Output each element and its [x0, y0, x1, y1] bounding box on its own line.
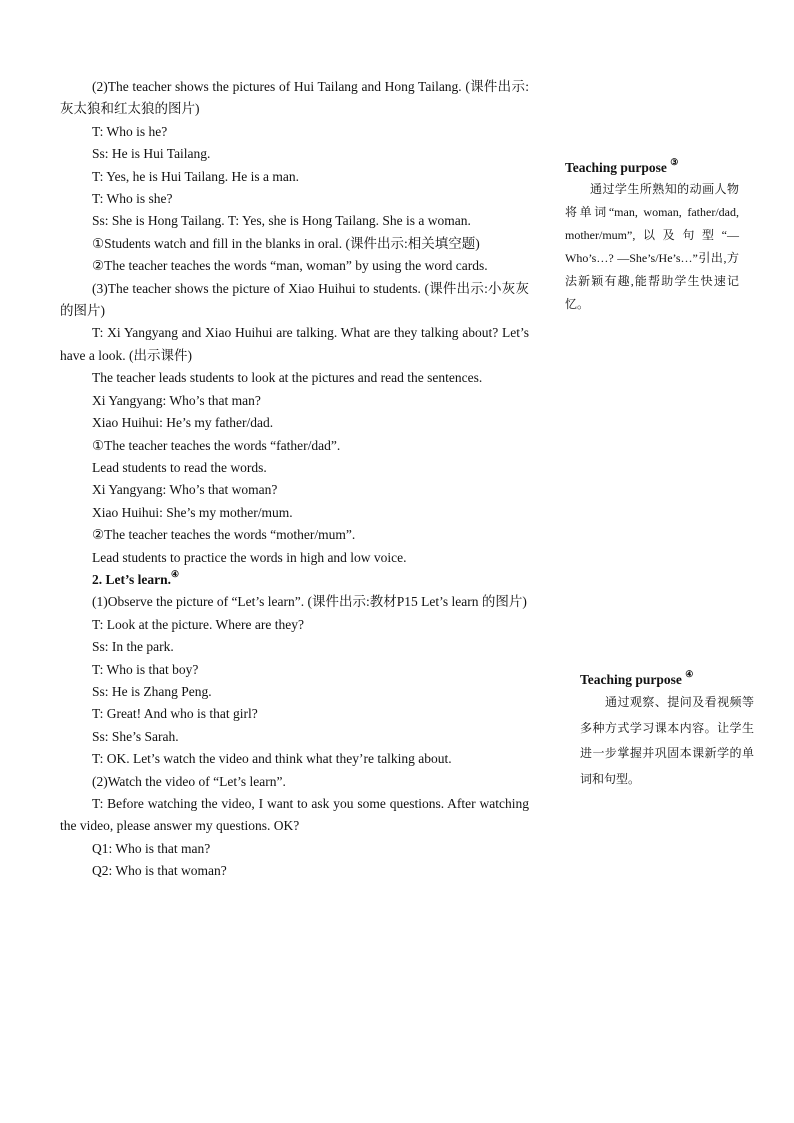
note-body: 通过学生所熟知的动画人物将单词“man, woman, father/dad, mother/mum”,以及句型“—Who’s…? —She’s/He’s…”引出,方法新颖有趣,能帮助学生快速记忆。 [565, 182, 739, 311]
text-line: Lead students to read the words. [92, 459, 267, 475]
text-line: T: Yes, he is Hui Tailang. He is a man. [92, 168, 299, 184]
text-line: Ss: He is Hui Tailang. [92, 146, 211, 162]
text-line: ②The teacher teaches the words “man, woman” by using the word cards. [92, 258, 488, 274]
text-line: Ss: She’s Sarah. [92, 728, 179, 744]
text-line: T: Before watching the video, I want to ask you some questions. After watching the video, please answer my questions. OK? [60, 796, 529, 834]
teaching-purpose-note-3 [565, 158, 739, 316]
text-line: (2)Watch the video of “Let’s learn”. [92, 773, 286, 789]
section-heading-text: 2. Let’s learn. [92, 571, 171, 587]
section-heading [60, 569, 529, 591]
text-line: ①The teacher teaches the words “father/dad”. [92, 437, 341, 453]
text-line: Xiao Huihui: He’s my father/dad. [92, 415, 274, 431]
text-line: T: Look at the picture. Where are they? [92, 616, 304, 632]
text-line: T: OK. Let’s watch the video and think what they’re talking about. [92, 751, 452, 767]
text-line: Lead students to practice the words in high and low voice. [92, 549, 407, 565]
text-line: Xi Yangyang: Who’s that woman? [92, 482, 278, 498]
text-line: The teacher leads students to look at the pictures and read the sentences. [92, 370, 483, 386]
note-body: 通过观察、提问及看视频等多种方式学习课本内容。让学生进一步掌握并巩固本课新学的单词和句型。 [580, 695, 754, 786]
text-line: Q1: Who is that man? [92, 840, 211, 856]
text-line: Q2: Who is that woman? [92, 863, 227, 879]
text-line: (3)The teacher shows the picture of Xiao Huihui to students. (课件出示:小灰灰的图片) [60, 280, 529, 319]
note-title: Teaching purpose [565, 160, 667, 175]
teaching-purpose-note-4 [580, 670, 754, 792]
note-marker: ④ [685, 669, 694, 679]
lesson-plan-body [60, 76, 529, 883]
text-line: T: Great! And who is that girl? [92, 706, 258, 722]
text-line: Xiao Huihui: She’s my mother/mum. [92, 504, 293, 520]
text-line: (2)The teacher shows the pictures of Hui Tailang and Hong Tailang. (课件出示:灰太狼和红太狼的图片) [60, 79, 529, 117]
text-line: T: Xi Yangyang and Xiao Huihui are talking. What are they talking about? Let’s have a look. (出示课件) [60, 325, 529, 363]
text-line: Ss: She is Hong Tailang. T: Yes, she is Hong Tailang. She is a woman. [92, 213, 471, 229]
text-line: Xi Yangyang: Who’s that man? [92, 392, 261, 408]
text-line: Ss: In the park. [92, 639, 174, 655]
text-line: ②The teacher teaches the words “mother/mum”. [92, 527, 356, 543]
note-marker: ③ [670, 157, 679, 167]
text-line: T: Who is that boy? [92, 661, 199, 677]
text-line: T: Who is he? [92, 123, 168, 139]
text-line: T: Who is she? [92, 191, 173, 207]
text-line: Ss: He is Zhang Peng. [92, 683, 212, 699]
note-title: Teaching purpose [580, 672, 682, 687]
footnote-marker: ④ [170, 568, 180, 579]
text-line: ①Students watch and fill in the blanks in oral. (课件出示:相关填空题) [92, 235, 480, 251]
text-line: (1)Observe the picture of “Let’s learn”. (课件出示:教材P15 Let’s learn 的图片) [92, 594, 527, 610]
